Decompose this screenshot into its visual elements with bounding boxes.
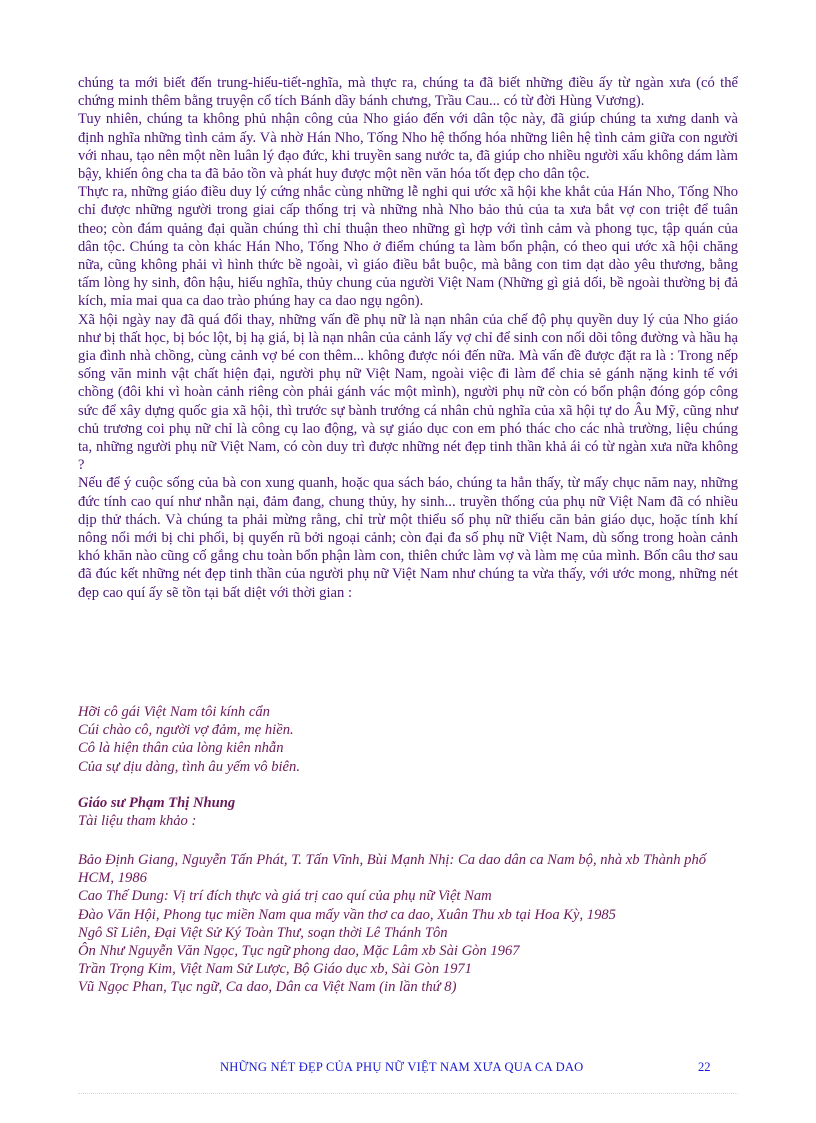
- reference-item: Đào Văn Hội, Phong tục miền Nam qua mấy vần thơ ca dao, Xuân Thu xb tại Hoa Kỳ, 1985: [78, 906, 616, 923]
- paragraph: chúng ta mới biết đến trung-hiếu-tiết-nghĩa, mà thực ra, chúng ta đã biết những điều ấy từ ngàn xưa (có thể chứng minh thêm bằng truyện cổ tích Bánh dầy bánh chưng, Trầu Cau... có từ đời Hùng Vương).: [78, 75, 738, 110]
- author-name: Giáo sư Phạm Thị Nhung: [78, 795, 236, 811]
- reference-item: Cao Thế Dung: Vị trí đích thực và giá trị cao quí của phụ nữ Việt Nam: [78, 888, 492, 905]
- paragraph: Nếu để ý cuộc sống của bà con xung quanh, hoặc qua sách báo, chúng ta hẳn thấy, từ mấy chục năm nay, những đức tính cao quí như nhẫn nại, đảm đang, chung thủy, hy sinh... truyền thống của phụ nữ Việt Nam đã có nhiều dịp thử thách. Và chúng ta phải mừng rằng, chỉ trừ một thiểu số phụ nữ thiếu căn bản giáo dục, hoặc tính khí nông nổi mới bị chi phối, bị quyến rũ bởi ngoại cảnh; còn đại đa số phụ nữ Việt Nam, dù sống trong hoàn cảnh khó khăn nào cũng cố gắng chu toàn bổn phận làm con, thiên chức làm vợ và làm mẹ của mình. Bốn câu thơ sau đã đúc kết những nét đẹp tinh thần của người phụ nữ Việt Nam như chúng ta vừa thấy, với ước mong, những nét đẹp cao quí ấy sẽ tồn tại bất diệt với thời gian :: [78, 475, 738, 601]
- footer-title: NHỮNG NÉT ĐẸP CỦA PHỤ NỮ VIỆT NAM XƯA QUA CA DAO: [220, 1060, 584, 1074]
- references-list: [78, 851, 738, 997]
- footer-divider: [78, 1093, 738, 1094]
- poem-line: Hỡi cô gái Việt Nam tôi kính cẩn: [78, 704, 270, 720]
- paragraph: Tuy nhiên, chúng ta không phủ nhận công của Nho giáo đến với dân tộc này, đã giúp chúng ta xưng danh và định nghĩa những tình cảm ấy. Và nhờ Hán Nho, Tống Nho hệ thống hóa những liên hệ tình cảm giữa con người với nhau, tạo nên một nền luân lý đạo đức, khi truyền sang nước ta, đã giúp cho nhiều người xấu không dám làm bậy, khiến ông cha ta đã bảo tồn và phát huy được một nền văn hóa tốt đẹp cho dân tộc.: [78, 111, 738, 183]
- poem-line: Cô là hiện thân của lòng kiên nhẫn: [78, 740, 284, 757]
- reference-item: Bảo Định Giang, Nguyễn Tấn Phát, T. Tấn Vĩnh, Bùi Mạnh Nhị: Ca dao dân ca Nam bộ, nhà xb Thành phố HCM, 1986: [78, 852, 707, 887]
- reference-item: Ngô Sĩ Liên, Đại Việt Sử Ký Toàn Thư, soạn thời Lê Thánh Tôn: [78, 924, 448, 941]
- references-heading: Tài liệu tham khảo :: [78, 813, 197, 829]
- body-text: [78, 74, 738, 602]
- poem-line: Cúi chào cô, người vợ đảm, mẹ hiền.: [78, 722, 294, 739]
- poem: [78, 703, 738, 776]
- paragraph: Thực ra, những giáo điều duy lý cứng nhắc cùng những lễ nghi qui ước xã hội khe khắt của Hán Nho, Tống Nho chỉ được những người trong giai cấp thống trị và những nhà Nho bảo thủ của ta xưa bắt vợ con triệt để tuân theo; còn đám quảng đại quần chúng thì chỉ thuận theo những gì hợp với tình cảm và phong tục, tập quán của dân tộc. Chúng ta còn khác Hán Nho, Tống Nho ở điểm chúng ta làm bổn phận, có theo qui ước xã hội chăng nữa, cũng không phải vì hình thức bề ngoài, vì giáo điều bắt buộc, mà bằng con tim dạt dào yêu thương, bằng tấm lòng hy sinh, đôn hậu, hiếu nghĩa, thủy chung của người Việt Nam (Những gì giả dối, bề ngoài thường bị đả kích, mỉa mai qua ca dao trào phúng hay ca dao ngụ ngôn).: [78, 184, 738, 310]
- reference-item: Trần Trọng Kim, Việt Nam Sử Lược, Bộ Giáo dục xb, Sài Gòn 1971: [78, 961, 472, 978]
- reference-item: Vũ Ngọc Phan, Tục ngữ, Ca dao, Dân ca Việt Nam (in lần thứ 8): [78, 979, 457, 996]
- paragraph: Xã hội ngày nay đã quá đổi thay, những vấn đề phụ nữ là nạn nhân của chế độ phụ quyền duy lý của Nho giáo như bị thất học, bị bóc lột, bị hạ giá, bị là nạn nhân của cảnh lấy vợ chỉ để sinh con nối dõi tông đường và hầu hạ gia đình nhà chồng, cùng cảnh vợ bé con thêm... không được nói đến nữa. Mà vấn đề được đặt ra là : Trong nếp sống văn minh vật chất hiện đại, người phụ nữ Việt Nam, ngoài việc đi làm để chia sẻ gánh nặng kinh tế với chồng (đôi khi vì hoàn cảnh riêng còn phải gánh vác một mình), người phụ nữ còn có bổn phận đóng góp công sức để xây dựng quốc gia xã hội, thì trước sự bành trướng cá nhân chủ nghĩa của xã hội tự do Âu Mỹ, cũng như chủ trương coi phụ nữ chỉ là công cụ lao động, và sự giáo dục con em phó thác cho các nhà trường, liệu chúng ta, những người phụ nữ Việt Nam, có còn duy trì được những nét đẹp tinh thần khả ái có từ ngàn xưa nữa không ?: [78, 311, 738, 474]
- page-number: 22: [698, 1060, 711, 1074]
- reference-item: Ôn Như Nguyễn Văn Ngọc, Tục ngữ phong dao, Mặc Lâm xb Sài Gòn 1967: [78, 943, 520, 960]
- poem-line: Của sự dịu dàng, tình âu yếm vô biên.: [78, 758, 300, 775]
